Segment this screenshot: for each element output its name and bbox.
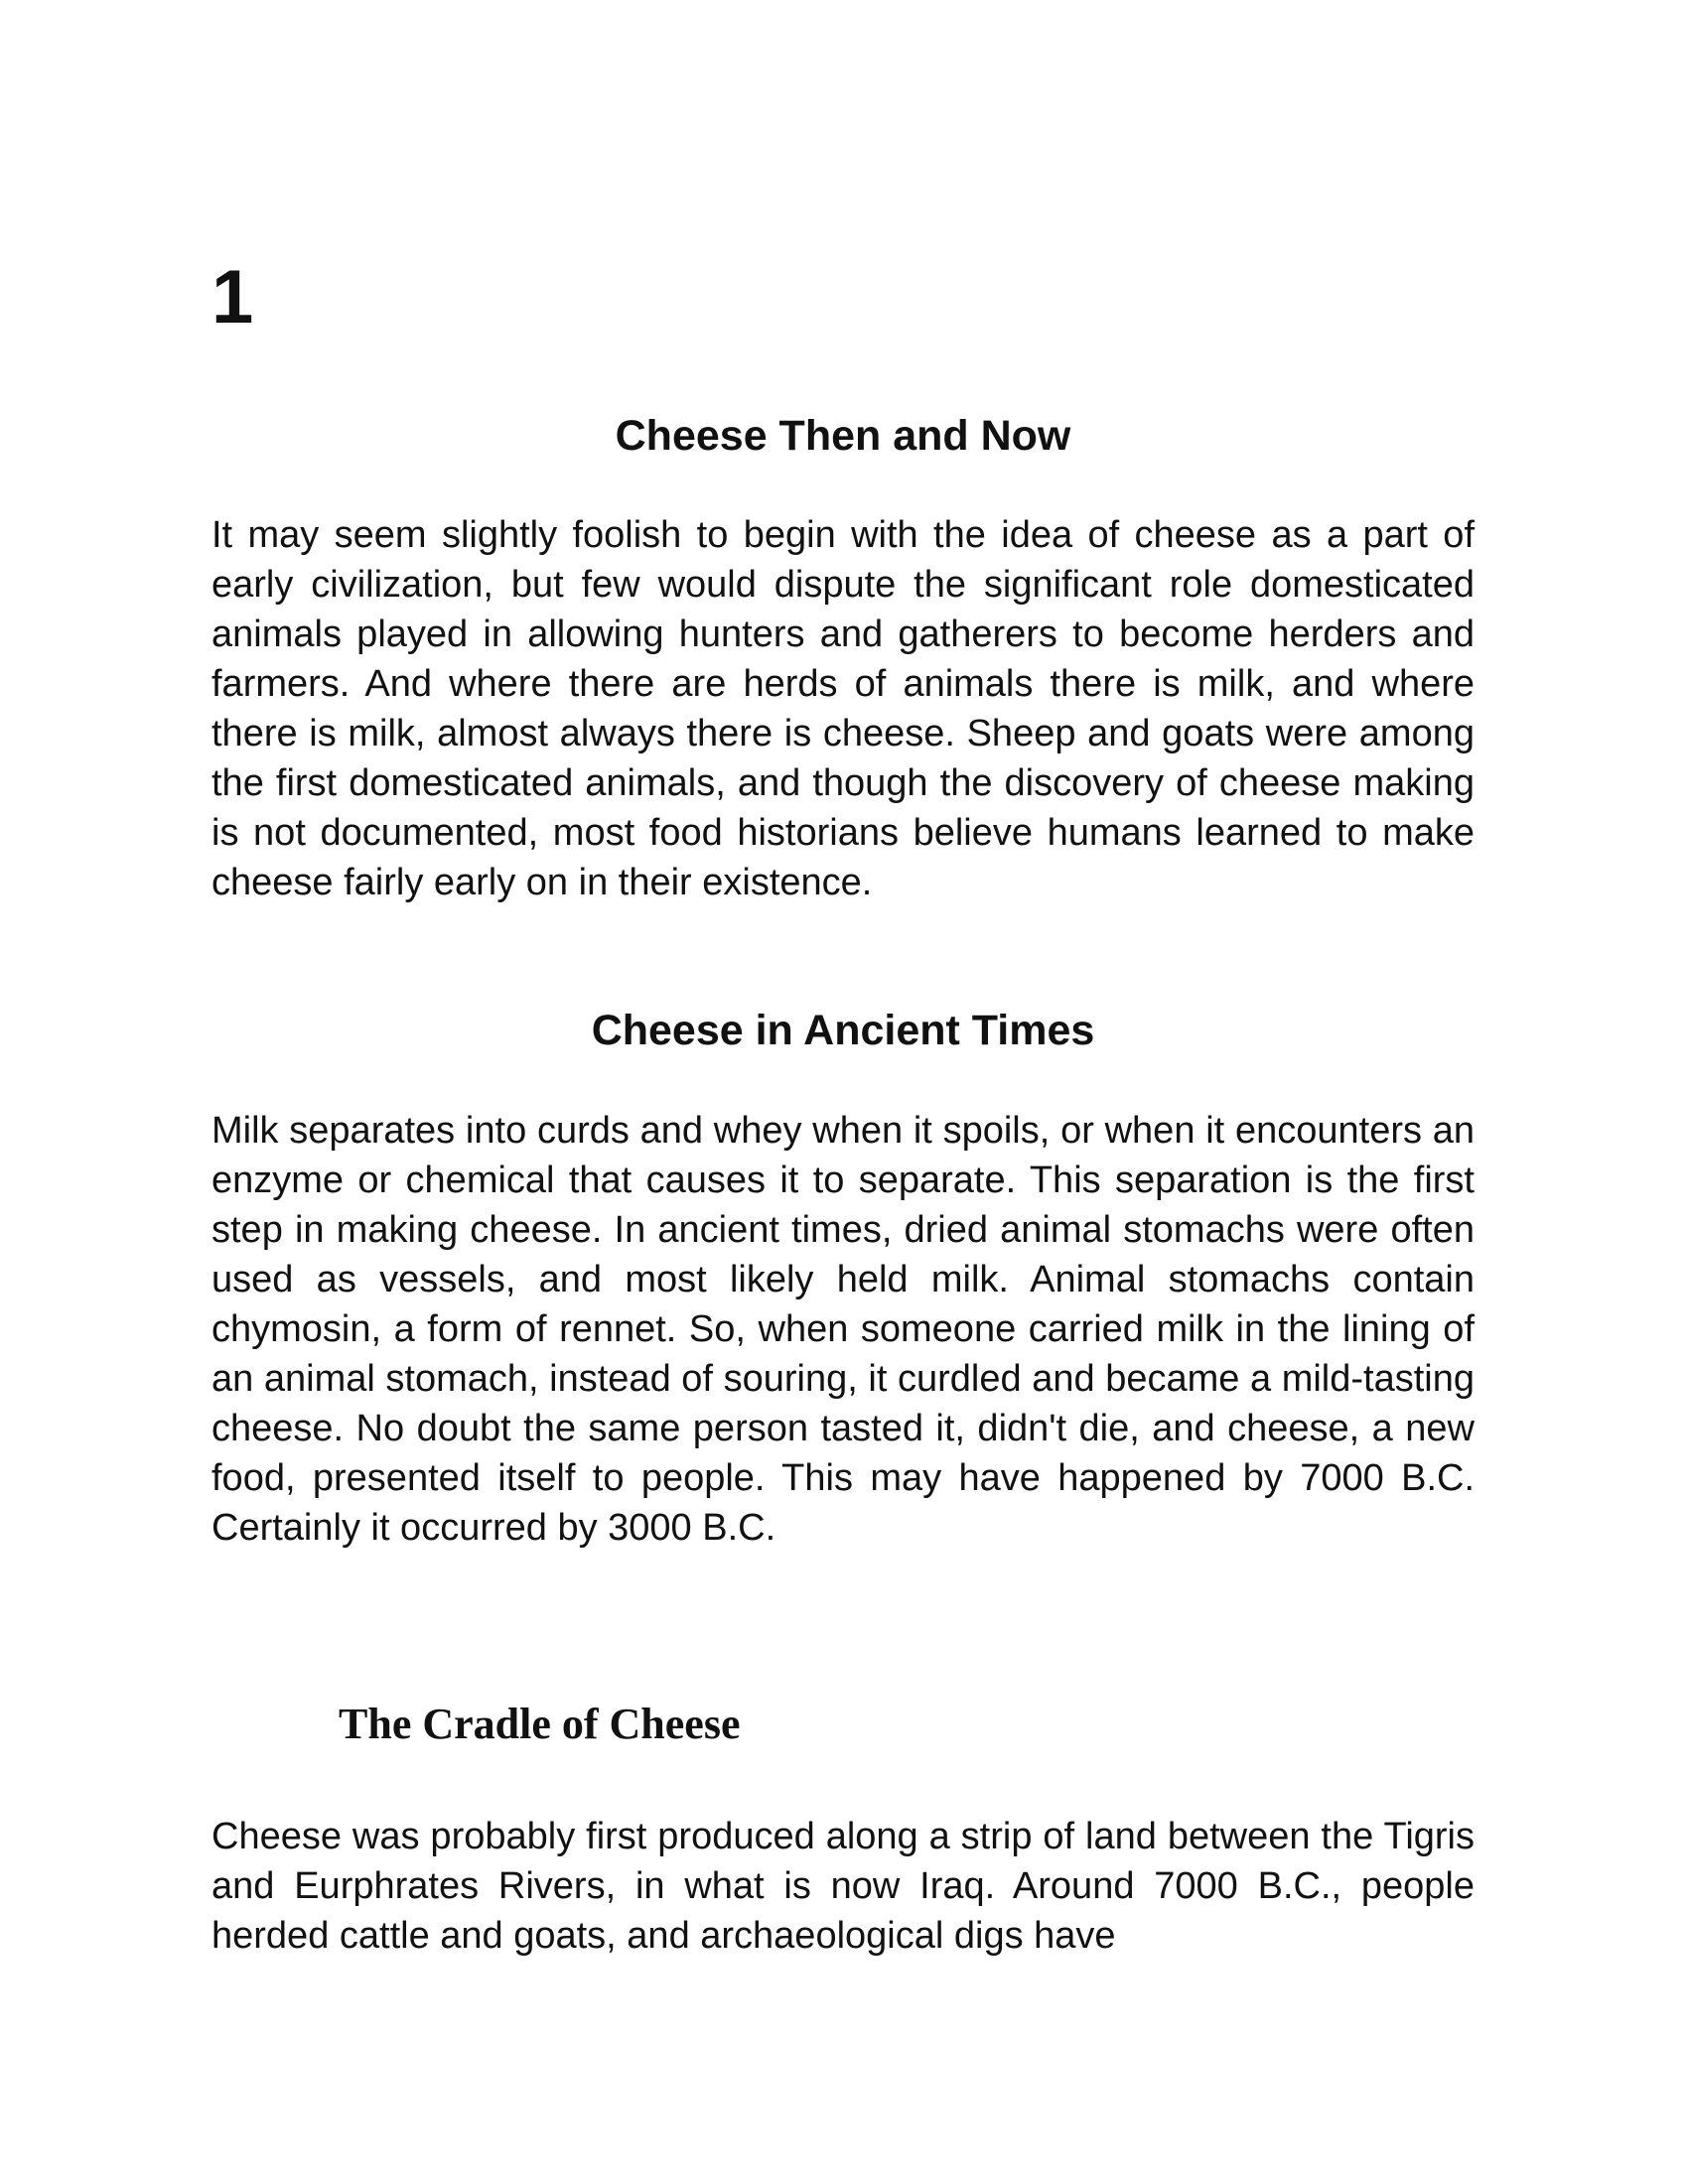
section-heading-ancient-times: Cheese in Ancient Times — [591, 1007, 1095, 1054]
paragraph-then-and-now: It may seem slightly foolish to begin with the idea of cheese as a part of early civilization, but few would dispute the significant role domesticated animals played in allowing hunters and gatherers to become herders and farmers. And where there are herds of animals there is milk, and where there is milk, almost always there is cheese. Sheep and goats were among the first domesticated animals, and though the discovery of cheese making is not documented, most food historians believe humans learned to make cheese fairly early on in their existence. — [211, 514, 1475, 903]
paragraph-ancient-times: Milk separates into curds and whey when it spoils, or when it encounters an enzyme or chemical that causes it to separate. This separation is the first step in making cheese. In ancient times, dried animal stomachs were often used as vessels, and most likely held milk. Animal stomachs contain chymosin, a form of rennet. So, when someone carried milk in the lining of an animal stomach, instead of souring, it curdled and became a mild-tasting cheese. No doubt the same person tasted it, didn't die, and cheese, a new food, presented itself to people. This may have happened by 7000 B.C. Certainly it occurred by 3000 B.C. — [211, 1110, 1475, 1549]
chapter-number: 1 — [211, 255, 254, 340]
section-heading-then-and-now: Cheese Then and Now — [615, 412, 1071, 460]
paragraph-cradle-of-cheese: Cheese was probably first produced along a strip of land between the Tigris and Eurphrates Rivers, in what is now Iraq. Around 7000 B.C., people herded cattle and goats, and archaeological digs have — [211, 1816, 1475, 1957]
subheading-cradle-of-cheese: The Cradle of Cheese — [339, 1700, 741, 1748]
